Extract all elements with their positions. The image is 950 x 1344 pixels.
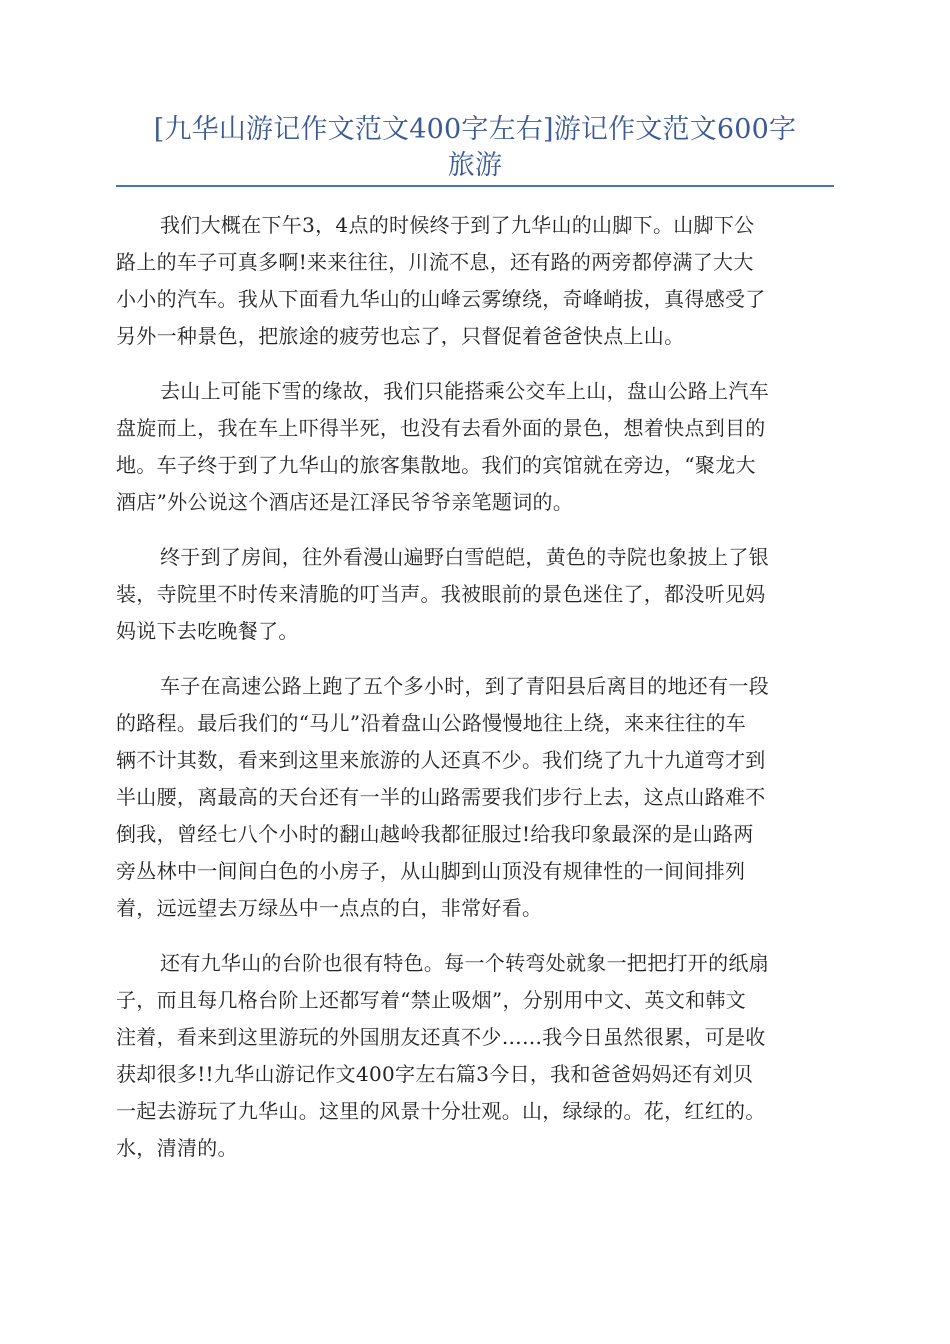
paragraph-line: 另外一种景色，把旅途的疲劳也忘了，只督促着爸爸快点上山。 — [116, 324, 685, 348]
paragraph — [116, 668, 834, 927]
paragraph — [116, 945, 834, 1167]
paragraph-line: 路上的车子可真多啊!来来往往，川流不息，还有路的两旁都停满了大大 — [116, 250, 754, 274]
paragraph-line: 装，寺院里不时传来清脆的叮当声。我被眼前的景色迷住了，都没听见妈 — [116, 582, 766, 606]
title-divider — [116, 185, 834, 187]
title-line-2: 旅游 — [447, 150, 503, 181]
paragraph-line: 地。车子终于到了九华山的旅客集散地。我们的宾馆就在旁边，“聚龙大 — [116, 453, 756, 477]
paragraph-line: 车子在高速公路上跑了五个多小时，到了青阳县后离目的地还有一段 — [160, 674, 769, 698]
paragraph — [116, 539, 834, 650]
paragraph-line: 终于到了房间，往外看漫山遍野白雪皑皑，黄色的寺院也象披上了银 — [160, 545, 769, 569]
paragraph-line: 妈说下去吃晚餐了。 — [116, 619, 299, 643]
paragraph-line: 旁丛林中一间间白色的小房子，从山脚到山顶没有规律性的一间间排列 — [116, 859, 746, 883]
paragraph-line: 倒我，曾经七八个小时的翻山越岭我都征服过!给我印象最深的是山路两 — [116, 822, 754, 846]
paragraph-line: 子，而且每几格台阶上还都写着“禁止吸烟”，分别用中文、英文和韩文 — [116, 988, 747, 1012]
title-line-1: [九华山游记作文范文400字左右]游记作文范文600字 — [153, 114, 797, 145]
paragraph — [116, 207, 834, 355]
paragraph-line: 注着，看来到这里游玩的外国朋友还真不少……我今日虽然很累，可是收 — [116, 1025, 766, 1049]
paragraph-line: 盘旋而上，我在车上吓得半死，也没有去看外面的景色，想着快点到目的 — [116, 416, 766, 440]
paragraph-line: 我们大概在下午3，4点的时候终于到了九华山的山脚下。山脚下公 — [160, 213, 755, 237]
paragraph — [116, 373, 834, 521]
paragraph-line: 着，远远望去万绿丛中一点点的白，非常好看。 — [116, 896, 543, 920]
paragraph-line: 获却很多!!九华山游记作文400字左右篇3今日，我和爸爸妈妈还有刘贝 — [116, 1062, 754, 1086]
paragraph-line: 半山腰，离最高的天台还有一半的山路需要我们步行上去，这点山路难不 — [116, 785, 766, 809]
document-title — [116, 112, 834, 184]
paragraph-line: 的路程。最后我们的“马儿”沿着盘山公路慢慢地往上绕，来来往往的车 — [116, 711, 747, 735]
document-body — [116, 207, 834, 1185]
paragraph-line: 辆不计其数，看来到这里来旅游的人还真不少。我们绕了九十九道弯才到 — [116, 748, 766, 772]
paragraph-line: 去山上可能下雪的缘故，我们只能搭乘公交车上山，盘山公路上汽车 — [160, 379, 769, 403]
paragraph-line: 酒店”外公说这个酒店还是江泽民爷爷亲笔题词的。 — [116, 490, 574, 514]
paragraph-line: 一起去游玩了九华山。这里的风景十分壮观。山，绿绿的。花，红红的。 — [116, 1099, 766, 1123]
paragraph-line: 小小的汽车。我从下面看九华山的山峰云雾缭绕，奇峰峭拔，真得感受了 — [116, 287, 766, 311]
paragraph-line: 还有九华山的台阶也很有特色。每一个转弯处就象一把把打开的纸扇 — [160, 951, 769, 975]
paragraph-line: 水，清清的。 — [116, 1136, 238, 1160]
